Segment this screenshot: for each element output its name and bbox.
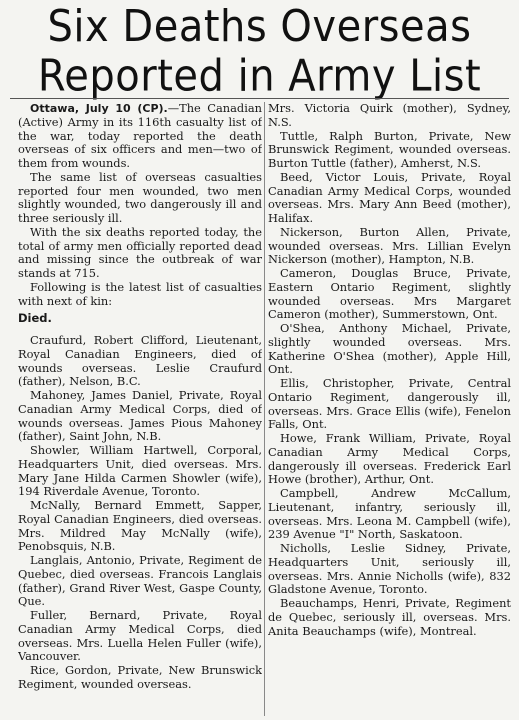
left-column [18,102,262,716]
casualty-entry: McNally, Bernard Emmett, Sapper, Royal Canadian Engineers, died overseas. Mrs. Mildred May McNally (wife), Penobsquis, N.B. [18,498,262,554]
casualty-entry: Ellis, Christopher, Private, Central Ontario Regiment, dangerously ill, overseas. Mrs. Grace Ellis (wife), Fenelon Falls, Ont. [268,376,511,432]
casualty-entry: O'Shea, Anthony Michael, Private, slightly wounded overseas. Mrs. Katherine O'Shea (mother), Apple Hill, Ont. [268,321,511,377]
body-paragraph: Following is the latest list of casualties with next of kin: [18,279,262,308]
casualty-entry: Tuttle, Ralph Burton, Private, New Brunswick Regiment, wounded overseas. Burton Tuttle (father), Amherst, N.S. [268,128,511,170]
body-paragraph: With the six deaths reported today, the total of army men officially reported dead and missing since the outbreak of war stands at 715. [18,224,262,280]
continued-entry: Mrs. Victoria Quirk (mother), Sydney, N.S. [268,102,511,129]
casualty-entry: Nickerson, Burton Allen, Private, wounded overseas. Mrs. Lillian Evelyn Nickerson (mother), Hampton, N.B. [268,224,511,267]
casualty-entry: Rice, Gordon, Private, New Brunswick Regiment, wounded overseas. [18,663,262,691]
lead-paragraph [18,102,262,171]
casualty-entry: Campbell, Andrew McCallum, Lieutenant, infantry, seriously ill, overseas. Mrs. Leona M. Campbell (wife), 239 Avenue "I" North, Saskatoon. [268,486,511,542]
column-divider [264,102,265,716]
lead-text: —The Canadian (Active) Army in its 116th casualty list of the war, today reported the death overseas of six officers and men—two of them from wounds. [18,102,262,170]
headline-line-2: Reported in Army List [37,51,482,102]
casualty-entry: Mahoney, James Daniel, Private, Royal Canadian Army Medical Corps, died of wounds overseas. James Pious Mahoney (father), Saint John, N.B. [18,388,262,444]
dateline: Ottawa, July 10 (CP). [30,102,168,115]
casualty-entry: Nicholls, Leslie Sidney, Private, Headquarters Unit, seriously ill, overseas. Mrs. Annie Nicholls (wife), 832 Gladstone Avenue, Toronto. [268,541,511,597]
right-column [268,102,511,716]
casualty-entry: Beed, Victor Louis, Private, Royal Canadian Army Medical Corps, wounded overseas. Mrs. Mary Ann Beed (mother), Halifax. [268,169,511,225]
casualty-entry: Fuller, Bernard, Private, Royal Canadian Army Medical Corps, died overseas. Mrs. Luella Helen Fuller (wife), Vancouver. [18,608,262,664]
casualty-entry: Showler, William Hartwell, Corporal, Headquarters Unit, died overseas. Mrs. Mary Jane Hilda Carmen Showler (wife), 194 Riverdale Avenue, Toronto. [18,443,262,499]
section-heading-died: Died. [18,311,52,326]
casualty-entry: Howe, Frank William, Private, Royal Canadian Army Medical Corps, dangerously ill overseas. Frederick Earl Howe (brother), Arthur, Ont. [268,431,511,487]
headline [8,2,511,101]
headline-rule [10,98,509,99]
casualty-entry: Craufurd, Robert Clifford, Lieutenant, Royal Canadian Engineers, died of wounds overseas. Leslie Craufurd (father), Nelson, B.C. [18,333,262,389]
casualty-entry: Langlais, Antonio, Private, Regiment de Quebec, died overseas. Francois Langlais (father), Grand River West, Gaspe County, Que. [18,553,262,609]
headline-line-1: Six Deaths Overseas [47,2,472,52]
casualty-entry: Beauchamps, Henri, Private, Regiment de Quebec, seriously ill, overseas. Mrs. Anita Beauchamps (wife), Montreal. [268,596,511,638]
casualty-entry: Cameron, Douglas Bruce, Private, Eastern Ontario Regiment, slightly wounded overseas. Mrs Margaret Cameron (mother), Summerstown, Ont. [268,266,511,322]
body-paragraph: The same list of overseas casualties reported four men wounded, two men slightly wounded, two dangerously ill and three seriously ill. [18,169,262,225]
